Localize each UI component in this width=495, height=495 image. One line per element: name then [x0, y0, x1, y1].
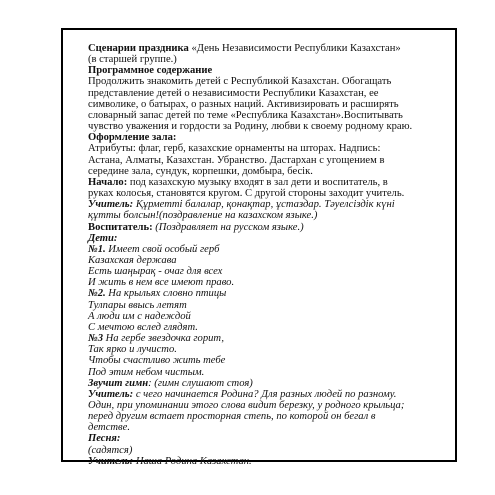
start-line-2: руках колосья, становятся кругом. С другой стороны заходит учитель. [88, 188, 405, 200]
program-line: символике, о батырах, о разных наций. Активизировать и расширять [88, 98, 399, 110]
poem-line: Есть шаңырақ - очаг для всех [88, 266, 223, 278]
poem-line: И жить в нем все имеют право. [88, 277, 235, 289]
hall-line: Астана, Алматы, Казахстан. Убранство. Дастархан с угощением в [88, 154, 385, 166]
teacher3-line [88, 456, 448, 467]
poem-line: Под этим небом чистым. [88, 366, 205, 378]
start-text: под казахскую музыку входят в зал дети и воспитатель, в [127, 176, 388, 188]
teacher2-line: перед другим встает просторная степь, по которой он бегал в [88, 411, 376, 423]
program-heading: Программное содержание [88, 65, 213, 77]
teacher-text: Құрметті балалар, қонақтар, ұстаздар. Тәуелсіздік күні [133, 199, 395, 211]
anthem-label: Звучит гимн [88, 377, 149, 389]
anthem-line [88, 378, 448, 389]
program-line: словарный запас детей по теме «Республика Казахстан».Воспитывать [88, 109, 403, 121]
poem-text: На крыльях словно птицы [105, 288, 227, 300]
teacher2-label: Учитель: [88, 388, 134, 400]
program-line: чувство уважения и гордости за Родину, любви к своему родному краю. [88, 121, 413, 133]
teacher3-text: Наша Родина Казахстан. [133, 455, 252, 467]
start-line [88, 177, 448, 188]
poem-line: Так ярко и лучисто. [88, 344, 177, 356]
teacher-line [88, 199, 448, 210]
song-label: Песня: [88, 433, 121, 445]
teacher2-text: с чего начинается Родина? Для разных людей по разному. [133, 388, 397, 400]
scenario-label: Сценарии праздника [88, 43, 189, 54]
scenario-subtitle: (в старшей группе.) [88, 54, 177, 66]
poem-number: №3 [88, 333, 103, 345]
poem-line [88, 244, 448, 255]
poem-text: Имеет свой особый герб [105, 243, 220, 255]
teacher2-line: Один, при упоминании этого слова видит березку, у родного крыльца; [88, 400, 405, 411]
teacher3-label: Учитель: [88, 455, 134, 467]
hall-heading: Оформление зала: [88, 132, 177, 144]
scenario-title: «День Независимости Республики Казахстан» [191, 43, 401, 54]
poem-line: С мечтою вслед глядят. [88, 321, 198, 333]
teacher-label: Учитель: [88, 199, 134, 211]
poem-line: А люди им с надеждой [88, 310, 191, 322]
hall-line: середине зала, сундук, корпешки, домбыра, бесік. [88, 165, 313, 177]
educator-text: (Поздравляет на русском языке.) [152, 221, 304, 233]
hall-line: Атрибуты: флаг, герб, казахские орнаменты на шторах. Надпись: [88, 143, 381, 155]
poem-line [88, 333, 448, 344]
program-line: Продолжить знакомить детей с Республикой Казахстан. Обогащать [88, 76, 392, 88]
teacher2-line: детстве. [88, 422, 131, 434]
children-label: Дети: [88, 232, 118, 244]
poem-line: Чтобы счастливо жить тебе [88, 355, 226, 367]
poem-line: Тулпары ввысь летят [88, 299, 187, 311]
song-text: (садятся) [88, 444, 133, 456]
teacher-line-2: құтты болсын!(поздравление на казахском языке.) [88, 210, 318, 222]
title-line [88, 43, 448, 54]
start-label: Начало: [88, 176, 128, 188]
program-line: представление детей о независимости Республики Казахстан, ее [88, 87, 379, 99]
poem-number: №2. [88, 288, 106, 300]
poem-line [88, 288, 448, 299]
educator-label: Воспитатель: [88, 221, 153, 233]
teacher2-line [88, 389, 448, 400]
anthem-text: : (гимн слушают стоя) [148, 377, 253, 389]
poem-line: Казахская держава [88, 254, 177, 266]
poem-number: №1. [88, 243, 106, 255]
educator-line [88, 222, 448, 233]
scenario-document [88, 43, 448, 467]
poem-text: На гербе звездочка горит, [103, 333, 225, 345]
